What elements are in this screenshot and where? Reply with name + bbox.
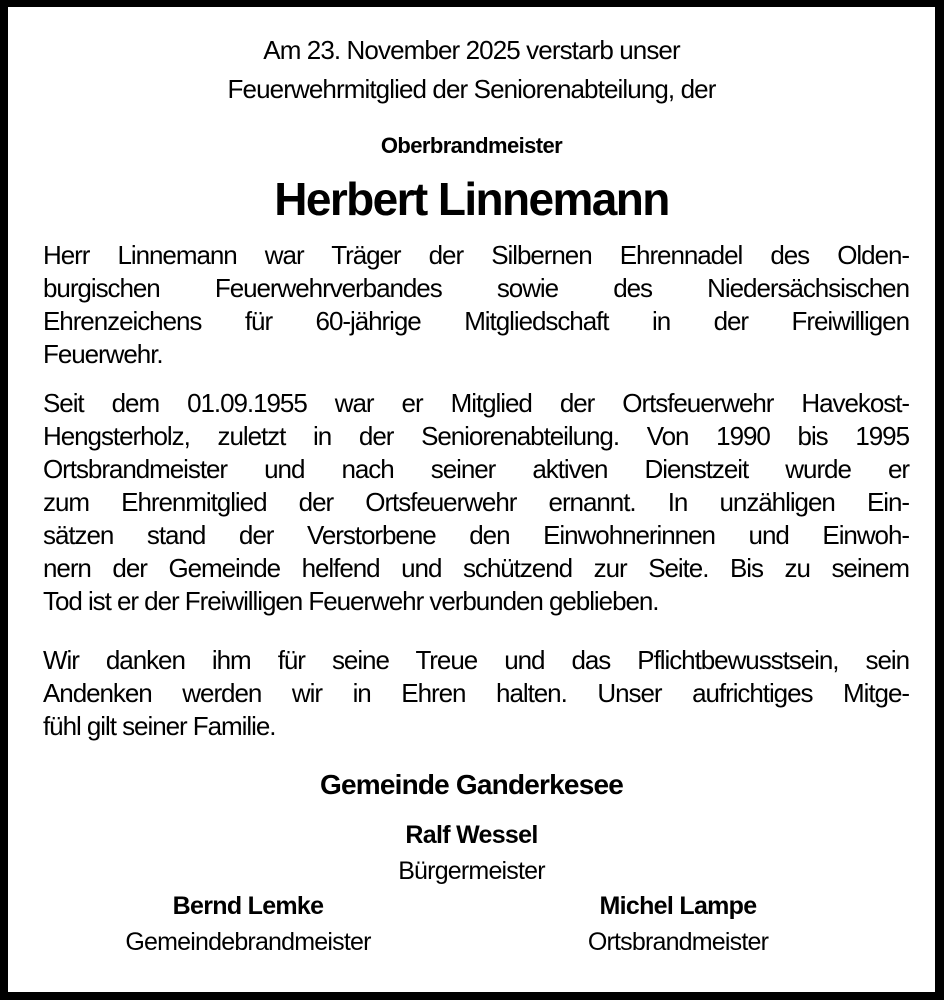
text-line: Wir danken ihm für seine Treue und das Pflichtbewusstsein, sein — [43, 645, 909, 675]
paragraph-gratitude — [43, 644, 909, 743]
paragraph-honors — [43, 239, 909, 371]
text-line: Ehrenzeichens für 60-jährige Mitgliedschaft in der Freiwilligen — [43, 306, 909, 336]
signatory-left-name: Bernd Lemke — [172, 892, 324, 920]
text-line: zum Ehrenmitglied der Ortsfeuerwehr ernannt. In unzähligen Ein- — [43, 487, 909, 517]
signatory-left — [78, 892, 418, 957]
text-line: Hengsterholz, zuletzt in der Seniorenabteilung. Von 1990 bis 1995 — [43, 421, 909, 451]
text-line: Tod ist er der Freiwilligen Feuerwehr verbunden geblieben. — [43, 586, 659, 616]
signatory-right-role: Ortsbrandmeister — [587, 928, 769, 956]
text-line: fühl gilt seiner Familie. — [43, 711, 276, 741]
organization-name: Gemeinde Ganderkesee — [319, 769, 624, 800]
paragraph-membership — [43, 387, 909, 618]
intro-line-2: Feuerwehrmitglied der Seniorenabteilung, der — [227, 74, 716, 104]
text-line: Andenken werden wir in Ehren halten. Unser aufrichtiges Mitge- — [43, 678, 909, 708]
signatory-center-name: Ralf Wessel — [405, 821, 538, 849]
text-line: burgischen Feuerwehrverbandes sowie des Niedersächsischen — [43, 273, 909, 303]
deceased-rank: Oberbrandmeister — [380, 133, 563, 158]
text-line: Seit dem 01.09.1955 war er Mitglied der Ortsfeuerwehr Havekost- — [43, 388, 909, 418]
signatory-right — [508, 892, 848, 957]
text-line: Ortsbrandmeister und nach seiner aktiven Dienstzeit wurde er — [43, 454, 909, 484]
text-line: Feuerwehr. — [43, 339, 163, 369]
signatory-center-role: Bürgermeister — [398, 857, 545, 885]
signatory-right-name: Michel Lampe — [599, 892, 757, 920]
intro-line-1: Am 23. November 2025 verstarb unser — [263, 35, 680, 65]
deceased-name: Herbert Linnemann — [274, 173, 669, 225]
text-line: Herr Linnemann war Träger der Silbernen Ehrennadel des Olden- — [43, 240, 909, 270]
text-line: sätzen stand der Verstorbene den Einwohnerinnen und Einwoh- — [43, 520, 909, 550]
text-line: nern der Gemeinde helfend und schützend zur Seite. Bis zu seinem — [43, 553, 909, 583]
signatory-left-role: Gemeindebrandmeister — [125, 928, 371, 956]
